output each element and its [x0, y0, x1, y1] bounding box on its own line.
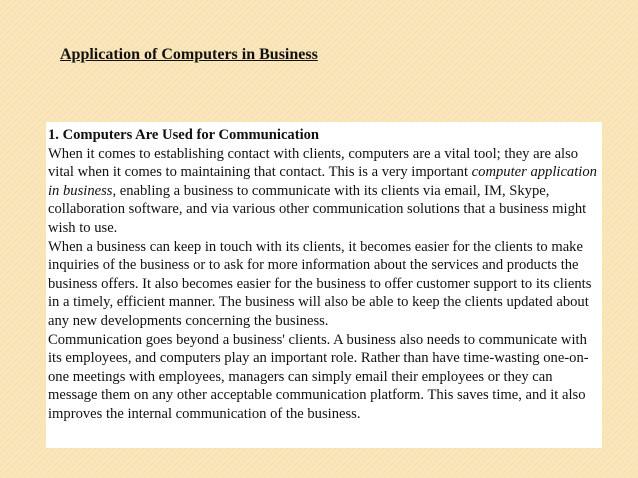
slide-title: Application of Computers in Business — [60, 46, 318, 63]
emphasized-phrase: computer application in business, — [48, 164, 597, 199]
paragraph-employees: Communication goes beyond a business' clients. A business also needs to communicate with its employees, and computers play an important role. Rather than have time-wasting one-on-one meetings with employees, managers can simply email their employees or they can message them on any other acceptable communication platform. This saves time, and it also improves the internal communication of the business. — [48, 331, 589, 422]
paragraph-communication-clients — [48, 145, 602, 238]
paragraph-text: enabling a business to communicate with its clients via email, IM, Skype, collaboration software, and via various other communication solutions that a business might wish to use. — [48, 182, 587, 236]
section-heading: 1. Computers Are Used for Communication — [48, 127, 320, 143]
content-box — [46, 122, 602, 448]
paragraph-keep-in-touch: When a business can keep in touch with its clients, it becomes easier for the clients to make inquiries of the business or to ask for more information about the services and products the business offers. It also becomes easier for the business to offer customer support to its clients in a timely, efficient manner. The business will also be able to keep the clients updated about any new developments concerning the business. — [48, 238, 592, 329]
paragraph-text: When it comes to establishing contact with clients, computers are a vital tool; they are also vital when it comes to maintaining that contact. This is a very important — [48, 145, 579, 181]
